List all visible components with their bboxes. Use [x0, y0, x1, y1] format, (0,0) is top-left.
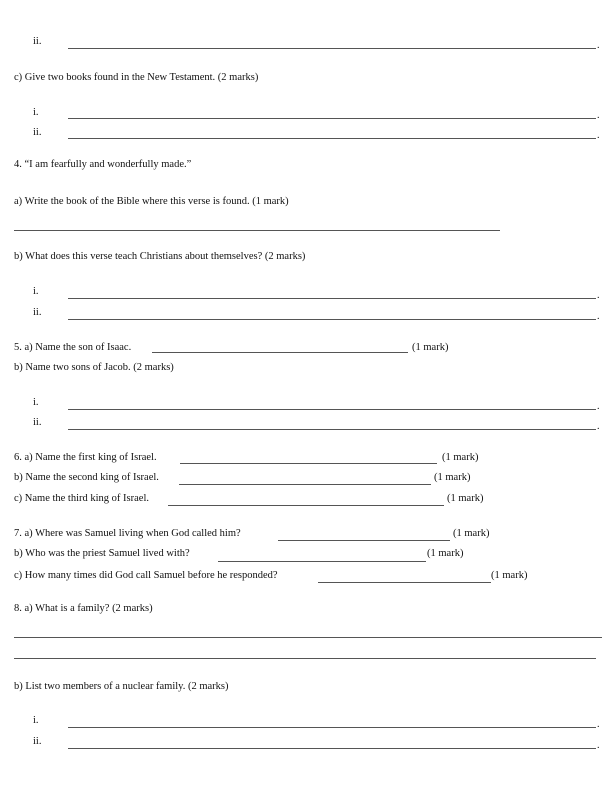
marks-label: (1 mark) — [453, 528, 490, 539]
line-end-dot: . — [597, 110, 600, 121]
answer-line[interactable] — [14, 658, 596, 659]
marks-label: (1 mark) — [412, 342, 449, 353]
question-7a: 7. a) Where was Samuel living when God called him? — [14, 528, 241, 539]
item-label: i. — [33, 397, 39, 408]
item-label: ii. — [33, 736, 42, 747]
question-7b: b) Who was the priest Samuel lived with? — [14, 548, 190, 559]
line-end-dot: . — [597, 719, 600, 730]
answer-line[interactable] — [68, 118, 596, 119]
answer-line[interactable] — [68, 319, 596, 320]
marks-label: (1 mark) — [491, 570, 528, 581]
marks-label: (1 mark) — [442, 452, 479, 463]
answer-line[interactable] — [179, 484, 431, 485]
item-label: ii. — [33, 127, 42, 138]
answer-line[interactable] — [68, 48, 596, 49]
question-8b: b) List two members of a nuclear family. (2 marks) — [14, 681, 229, 692]
question-6a: 6. a) Name the first king of Israel. — [14, 452, 157, 463]
question-3c: c) Give two books found in the New Testament. (2 marks) — [14, 72, 259, 83]
answer-line[interactable] — [14, 230, 500, 231]
item-label: i. — [33, 715, 39, 726]
question-4: 4. “I am fearfully and wonderfully made.” — [14, 159, 192, 170]
answer-line[interactable] — [180, 463, 437, 464]
answer-line[interactable] — [68, 298, 596, 299]
marks-label: (1 mark) — [427, 548, 464, 559]
answer-line[interactable] — [68, 727, 596, 728]
item-label: ii. — [33, 36, 42, 47]
question-7c: c) How many times did God call Samuel before he responded? — [14, 570, 278, 581]
line-end-dot: . — [597, 401, 600, 412]
line-end-dot: . — [597, 130, 600, 141]
line-end-dot: . — [597, 421, 600, 432]
answer-line[interactable] — [318, 582, 491, 583]
question-4a: a) Write the book of the Bible where this verse is found. (1 mark) — [14, 196, 289, 207]
line-end-dot: . — [597, 290, 600, 301]
item-label: i. — [33, 107, 39, 118]
item-label: ii. — [33, 307, 42, 318]
item-label: ii. — [33, 417, 42, 428]
answer-line[interactable] — [168, 505, 444, 506]
line-end-dot: . — [597, 740, 600, 751]
answer-line[interactable] — [152, 352, 408, 353]
answer-line[interactable] — [14, 637, 602, 638]
answer-line[interactable] — [278, 540, 450, 541]
item-label: i. — [33, 286, 39, 297]
answer-line[interactable] — [68, 748, 596, 749]
answer-line[interactable] — [68, 429, 596, 430]
answer-line[interactable] — [218, 561, 426, 562]
question-8a: 8. a) What is a family? (2 marks) — [14, 603, 153, 614]
question-5b: b) Name two sons of Jacob. (2 marks) — [14, 362, 174, 373]
answer-line[interactable] — [68, 138, 596, 139]
marks-label: (1 mark) — [434, 472, 471, 483]
marks-label: (1 mark) — [447, 493, 484, 504]
question-6c: c) Name the third king of Israel. — [14, 493, 149, 504]
question-6b: b) Name the second king of Israel. — [14, 472, 159, 483]
line-end-dot: . — [597, 40, 600, 51]
line-end-dot: . — [597, 311, 600, 322]
question-4b: b) What does this verse teach Christians about themselves? (2 marks) — [14, 251, 306, 262]
question-5a: 5. a) Name the son of Isaac. — [14, 342, 132, 353]
answer-line[interactable] — [68, 409, 596, 410]
